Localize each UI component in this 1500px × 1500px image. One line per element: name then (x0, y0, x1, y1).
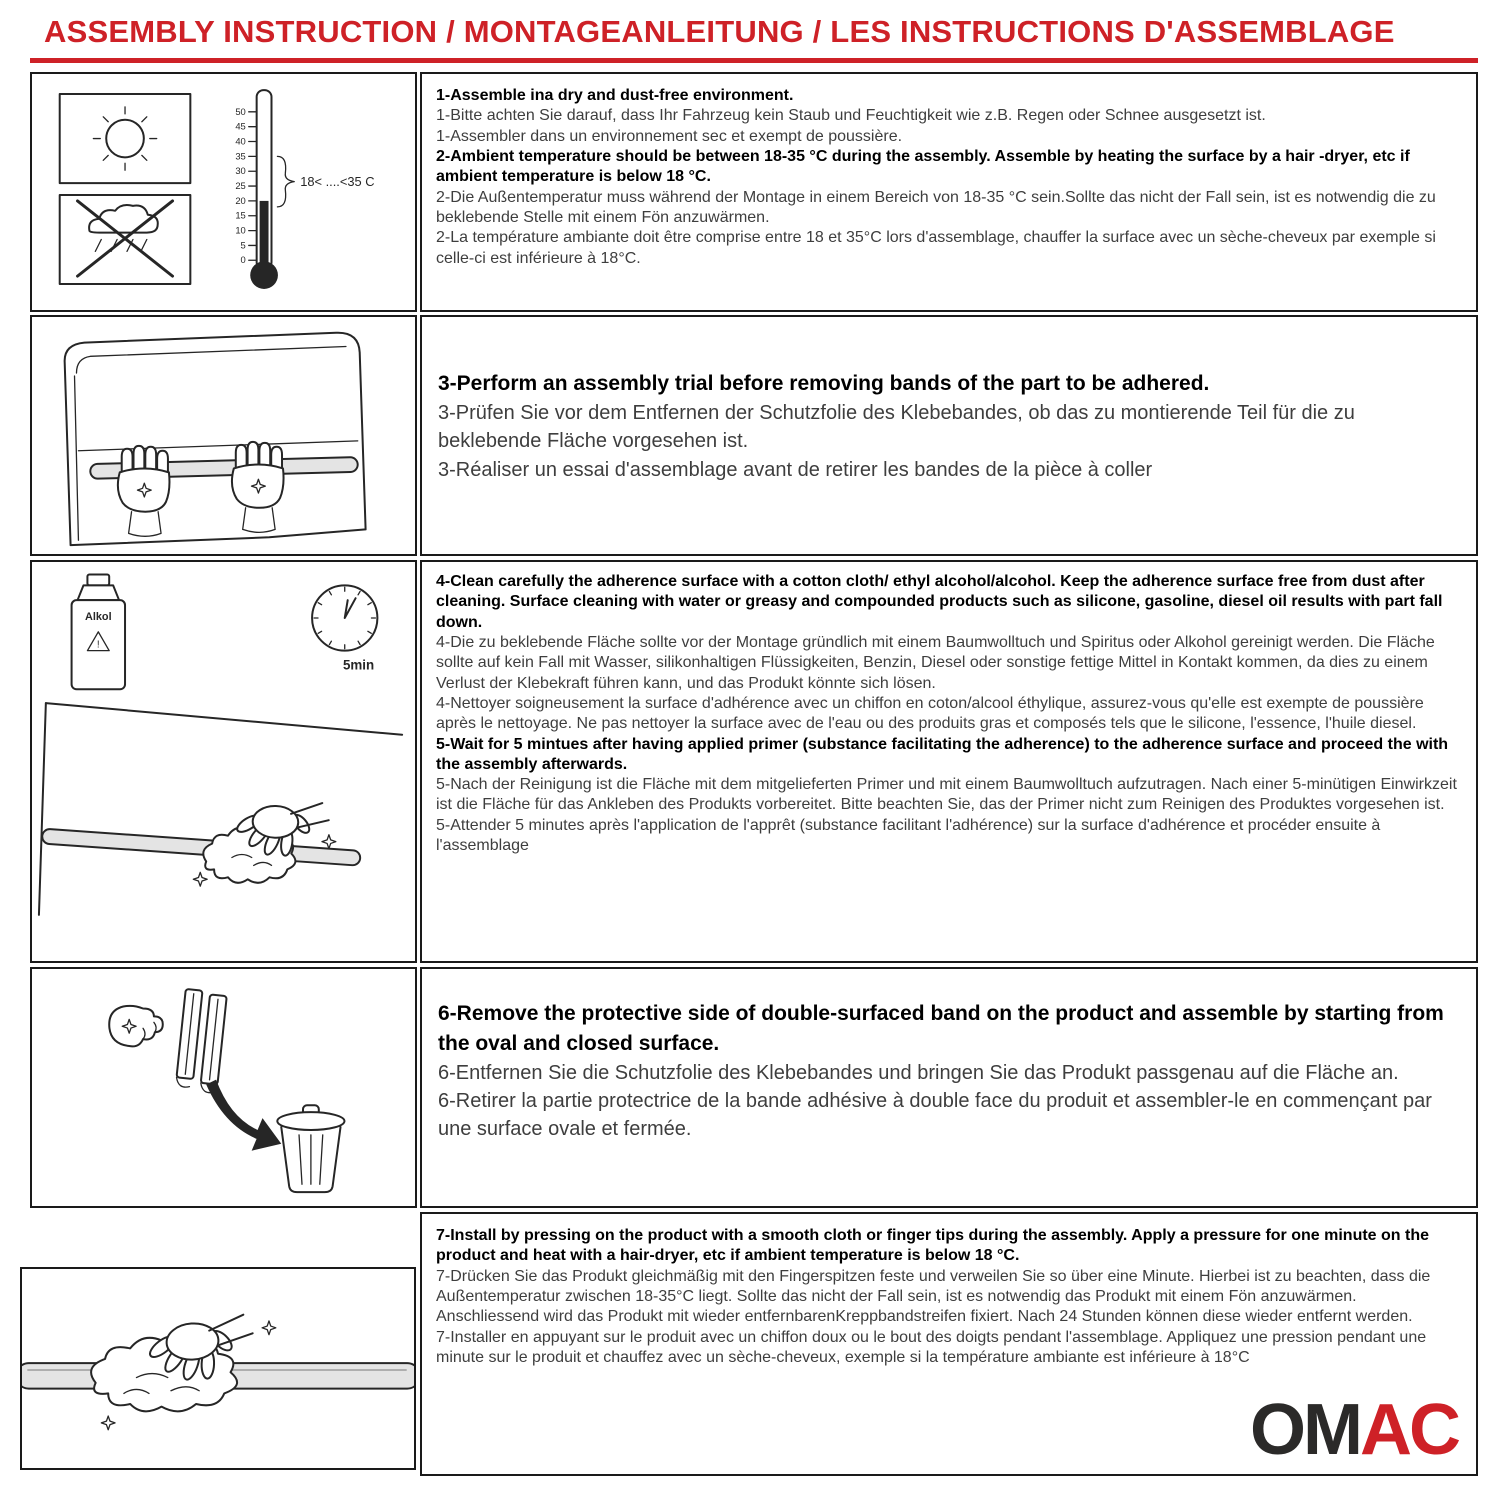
instruction-paragraph: 5-Nach der Reinigung ist die Fläche mit dem mitgelieferten Primer und mit einem Baumwolltuch aufzutragen. Nach einer 5-minütigen Einwirkzeit ist die Fläche für das Ankleben des Produkts vorbereitet. Bitte beachten Sie, das der Primer nicht zum Reinigen des Produktes vorgesehen ist. (436, 776, 1457, 814)
instruction-paragraph: 6-Remove the protective side of double-surfaced band on the product and assemble by starting from the oval and closed surface. (438, 1002, 1444, 1055)
instruction-paragraph: 5-Wait for 5 mintues after having applied primer (substance facilitating the adherence) to the adherence surface and proceed the with the assembly afterwards. (436, 735, 1449, 773)
tick-label: 25 (235, 180, 246, 192)
step-1-illustration-panel (30, 72, 417, 312)
step-7-illustration-panel (20, 1267, 416, 1470)
title-underline (30, 58, 1478, 63)
tick-label: 45 (235, 120, 246, 132)
arrow-to-trash-icon (206, 1080, 281, 1151)
instruction-paragraph: 5-Attender 5 minutes après l'application de l'apprêt (substance facilitant l'adhérence) sur la surface d'adhérence et procéder ensuite à l'assemblage (436, 816, 1381, 855)
instruction-paragraph: 7-Drücken Sie das Produkt gleichmäßig mit den Fingerspitzen feste und verweilen Sie so über eine Minute. Hierbei ist zu beachten, dass die Außentemperatur zwischen 18-35°C liegt. Sollte das nicht der Fall sein, ist es notwendig das Produkt mit einem Fön anzuwärmen. Anschliessend wird das Produkt mit wieder entfernbarenKreppbandstreifen fixiert. Nach 24 Stunden können diese wieder entfernt werden. (436, 1267, 1431, 1326)
tick-label: 40 (235, 135, 246, 147)
tick-label: 30 (235, 165, 246, 177)
sun-icon (60, 94, 191, 183)
step-6-illustration-panel (30, 967, 417, 1208)
sparkle-icon (101, 1416, 115, 1430)
instruction-paragraph: 4-Die zu beklebende Fläche sollte vor der Montage gründlich mit einem Baumwolltuch und Spiritus oder Alkohol gereinigt werden. Die Fläche sollte auf kein Fall mit Wasser, silikonhaltigen Flüssigkeiten, Benzin, Diesel oder sonstige fettige Mittel in Kontakt kommen, da dies zu einem Verlust der Klebekraft führen kann, und das Produkt könnte sich lösen. (436, 633, 1435, 692)
tick-label: 5 (240, 239, 246, 251)
instruction-paragraph: 4-Nettoyer soigneusement la surface d'adhérence avec un chiffon en coton/alcool éthylique, assurez-vous qu'elle est exempte de poussière après le nettoyage. Ne pas nettoyer la surface avec de l'eau ou des produits gras et composés tels que le silicone, l'essence, l'huile diesel. (436, 694, 1424, 733)
clock-duration-label: 5min (342, 657, 375, 673)
holding-hand-icon (109, 1006, 163, 1047)
trash-can-icon (277, 1105, 344, 1192)
clock-icon (312, 585, 377, 672)
instruction-paragraph: 7-Installer en appuyant sur le produit avec un chiffon doux ou le bout des doigts pendant l'assemblage. Appliquez une pression pendant une minute sur le produit et chauffez avec un sèche-cheveux, exemple si la température ambiante est inférieure à 18°C (436, 1328, 1427, 1366)
instruction-paragraph: 6-Entfernen Sie die Schutzfolie des Klebebandes und bringen Sie das Produkt passgenau auf die Fläche an. (438, 1061, 1399, 1084)
tick-label: 35 (235, 150, 246, 162)
instruction-paragraph: 7-Install by pressing on the product with a smooth cloth or finger tips during the assembly. Apply a pressure for one minute on the product and heat with a hair-dryer, etc if ambient temperature is below 18 °C. (436, 1227, 1429, 1265)
press-illustration (22, 1269, 414, 1468)
molding-strip (42, 829, 361, 866)
brand-logo (1250, 1390, 1458, 1470)
brand-logo-om: OM (1250, 1390, 1360, 1470)
step-4-illustration-panel (30, 560, 417, 963)
temperature-range-label: 18< ....<35 C (300, 174, 375, 190)
surface-panel-sketch (39, 703, 402, 915)
door-trial-illustration (32, 317, 415, 554)
step-3-illustration-panel (30, 315, 417, 556)
no-rain-icon (60, 195, 191, 284)
instruction-paragraph: 1-Assembler dans un environnement sec et exempt de poussière. (436, 127, 903, 145)
instruction-paragraph: 2-La température ambiante doit être comprise entre 18 et 35°C lors d'assemblage, chauffer la surface avec un sèche-cheveux par exemple si celle-ci est inférieure à 18°C. (436, 229, 1436, 267)
instruction-paragraph: 1-Bitte achten Sie darauf, dass Ihr Fahrzeug kein Staub und Feuchtigkeit wie z.B. Regen oder Schnee ausgesetzt ist. (436, 107, 1266, 125)
step-4-text-panel (420, 560, 1478, 963)
cleaning-illustration (32, 562, 415, 961)
step-1-text-panel (420, 72, 1478, 312)
warning-icon: ! (96, 639, 100, 651)
instruction-paragraph: 6-Retirer la partie protectrice de la bande adhésive à double face du produit et assembler-le en commençant par une surface ovale et fermée. (438, 1090, 1432, 1141)
tick-label: 20 (235, 194, 246, 206)
tick-label: 50 (235, 105, 246, 117)
instruction-paragraph: 3-Perform an assembly trial before removing bands of the part to be adhered. (438, 372, 1210, 395)
instruction-paragraph: 3-Réaliser un essai d'assemblage avant de retirer les bandes de la pièce à coller (438, 458, 1153, 481)
instruction-paragraph: 3-Prüfen Sie vor dem Entfernen der Schutzfolie des Klebebandes, ob das zu montierende Teil für die zu beklebende Fläche vorgesehen ist. (438, 401, 1355, 453)
adhesive-bands-icon (175, 989, 227, 1094)
instruction-paragraph: 4-Clean carefully the adherence surface with a cotton cloth/ ethyl alcohol/alcohol. Keep the adherence surface free from dust after cleaning. Surface cleaning with water or greasy and compounded products such as silicone, gasoline, diesel oil results with part fall down. (436, 573, 1443, 631)
bottle-label: Alkol (85, 610, 112, 623)
sparkle-icon (322, 835, 336, 849)
step-3-text-panel (420, 315, 1478, 556)
tick-label: 10 (235, 224, 246, 236)
tick-label: 15 (235, 209, 246, 221)
instruction-paragraph: 2-Die Außentemperatur muss während der Montage in einem Bereich von 18-35 °C sein.Sollte das nicht der Fall sein, ist es notwendig die zu beklebende Stelle mit einem Fön anzuwärmen. (436, 188, 1436, 226)
sparkle-icon (193, 872, 207, 886)
instruction-paragraph: 1-Assemble ina dry and dust-free environment. (436, 87, 794, 104)
brand-logo-ac: AC (1359, 1390, 1458, 1470)
instruction-paragraph: 2-Ambient temperature should be between 18-35 °C during the assembly. Assemble by heating the surface by a hair -dryer, etc if ambient temperature is below 18 °C. (436, 147, 1410, 186)
page-title: ASSEMBLY INSTRUCTION / MONTAGEANLEITUNG / LES INSTRUCTIONS D'ASSEMBLAGE (44, 14, 1395, 49)
car-door-sketch (65, 333, 366, 545)
thermometer-icon (235, 90, 374, 289)
sparkle-icon (262, 1321, 276, 1335)
environment-illustration (32, 74, 415, 310)
peel-band-illustration (32, 969, 415, 1206)
step-6-text-panel (420, 967, 1478, 1208)
left-hand-icon (118, 446, 170, 536)
alcohol-bottle-icon (72, 574, 125, 689)
right-hand-icon (232, 442, 284, 532)
tick-label: 0 (240, 254, 246, 266)
